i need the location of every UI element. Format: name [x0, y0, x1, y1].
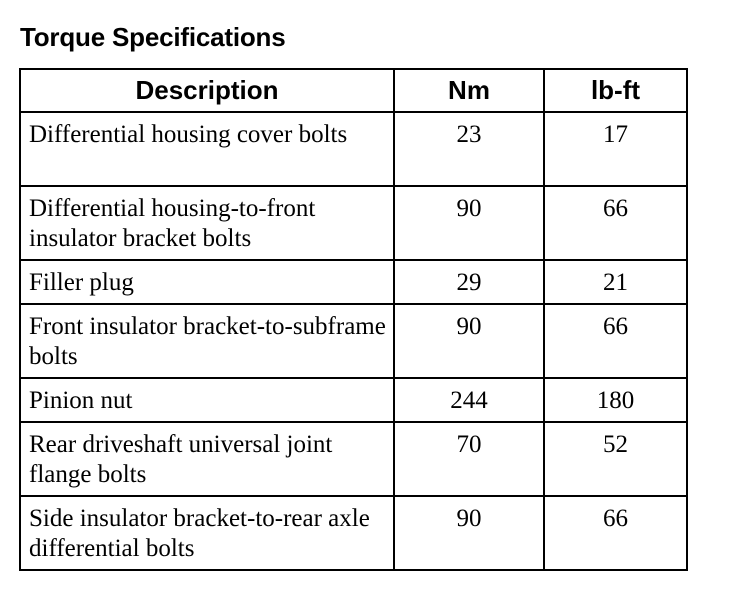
- table-header-row: [20, 69, 687, 112]
- row-description: Rear driveshaft universal joint flange bolts: [20, 422, 394, 496]
- table-row: [20, 112, 687, 186]
- row-description: Pinion nut: [20, 378, 394, 422]
- row-lbft: 66: [544, 304, 687, 378]
- header-description: Description: [20, 69, 394, 112]
- row-description: Side insulator bracket-to-rear axle differential bolts: [20, 496, 394, 570]
- table-row: [20, 186, 687, 260]
- row-lbft: 52: [544, 422, 687, 496]
- row-nm: 90: [394, 186, 544, 260]
- row-description: Differential housing-to-front insulator bracket bolts: [20, 186, 394, 260]
- row-description: Front insulator bracket-to-subframe bolts: [20, 304, 394, 378]
- row-nm: 90: [394, 496, 544, 570]
- row-description: Differential housing cover bolts: [20, 112, 394, 186]
- row-lbft: 17: [544, 112, 687, 186]
- page-title: Torque Specifications: [20, 22, 286, 52]
- row-lbft: 66: [544, 186, 687, 260]
- row-nm: 244: [394, 378, 544, 422]
- row-lbft: 21: [544, 260, 687, 304]
- table-row: [20, 378, 687, 422]
- row-nm: 23: [394, 112, 544, 186]
- row-lbft: 66: [544, 496, 687, 570]
- torque-spec-table: [19, 68, 688, 571]
- row-nm: 70: [394, 422, 544, 496]
- table-row: [20, 496, 687, 570]
- table-row: [20, 422, 687, 496]
- header-nm: Nm: [394, 69, 544, 112]
- row-nm: 29: [394, 260, 544, 304]
- row-nm: 90: [394, 304, 544, 378]
- row-lbft: 180: [544, 378, 687, 422]
- row-description: Filler plug: [20, 260, 394, 304]
- table-row: [20, 260, 687, 304]
- header-lbft: lb-ft: [544, 69, 687, 112]
- table-row: [20, 304, 687, 378]
